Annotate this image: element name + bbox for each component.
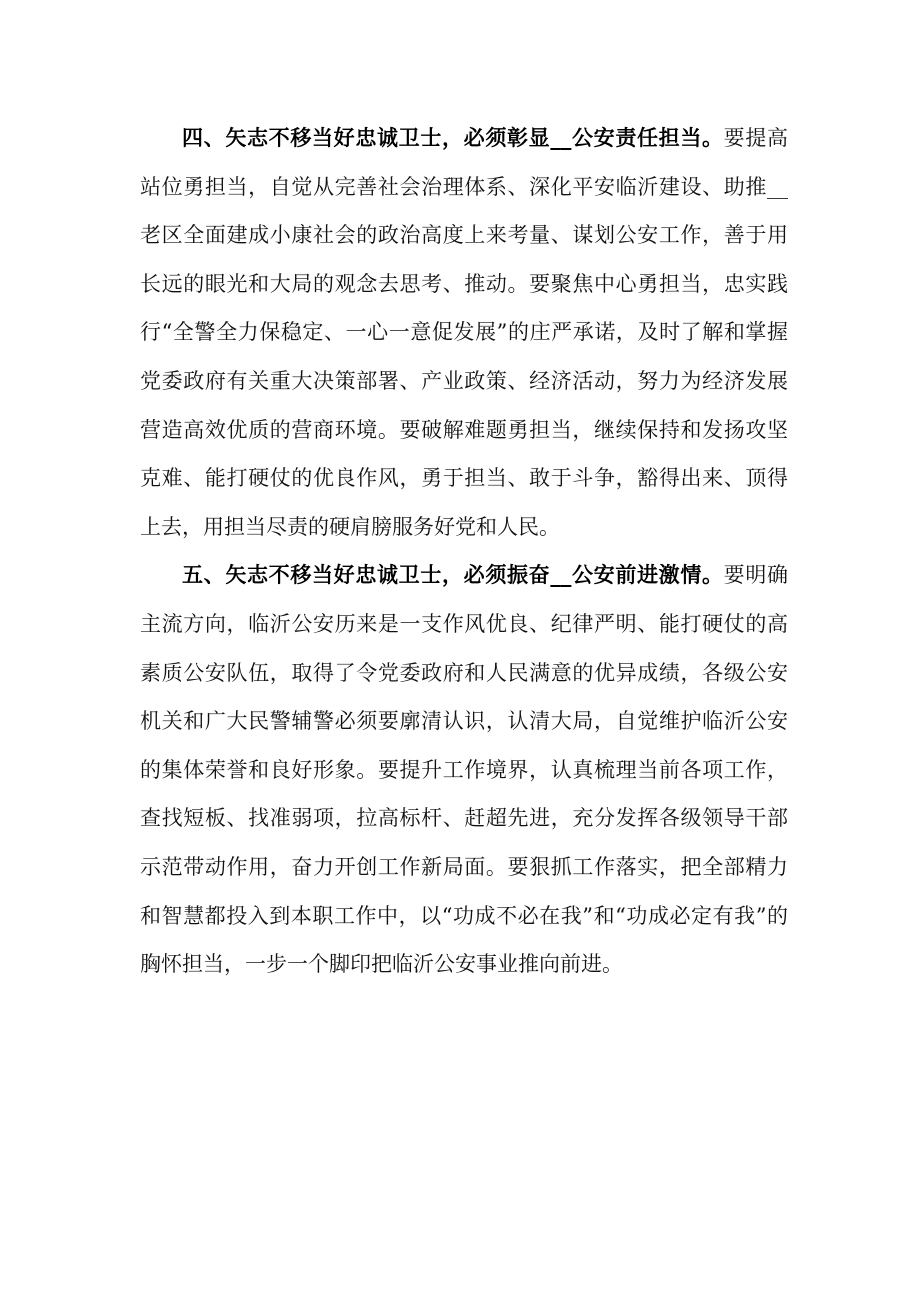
- paragraph-five: [140, 551, 788, 988]
- paragraph-four: [140, 114, 788, 551]
- paragraph-four-body: 要提高站位勇担当，自觉从完善社会治理体系、深化平安临沂建设、助推__老区全面建成小康社会的政治高度上来考量、谋划公安工作，善于用长远的眼光和大局的观念去思考、推动。要聚焦中心勇担当，忠实践行“全警全力保稳定、一心一意促发展”的庄严承诺，及时了解和掌握党委政府有关重大决策部署、产业政策、经济活动，努力为经济发展营造高效优质的营商环境。要破解难题勇担当，继续保持和发扬攻坚克难、能打硬仗的优良作风，勇于担当、敢于斗争，豁得出来、顶得上去，用担当尽责的硬肩膀服务好党和人民。: [140, 126, 789, 539]
- document-body: [140, 114, 788, 989]
- paragraph-four-heading: 四、矢志不移当好忠诚卫士，必须彰显__公安责任担当。: [182, 125, 724, 150]
- paragraph-five-body: 要明确主流方向，临沂公安历来是一支作风优良、纪律严明、能打硬仗的高素质公安队伍，取得了令党委政府和人民满意的优异成绩，各级公安机关和广大民警辅警必须要廓清认识，认清大局，自觉维护临沂公安的集体荣誉和良好形象。要提升工作境界，认真梳理当前各项工作，查找短板、找准弱项，拉高标杆、赶超先进，充分发挥各级领导干部示范带动作用，奋力开创工作新局面。要狠抓工作落实，把全部精力和智慧都投入到本职工作中，以“功成不必在我”和“功成必定有我”的胸怀担当，一步一个脚印把临沂公安事业推向前进。: [140, 563, 789, 977]
- paragraph-five-heading: 五、矢志不移当好忠诚卫士，必须振奋__公安前进激情。: [182, 562, 724, 588]
